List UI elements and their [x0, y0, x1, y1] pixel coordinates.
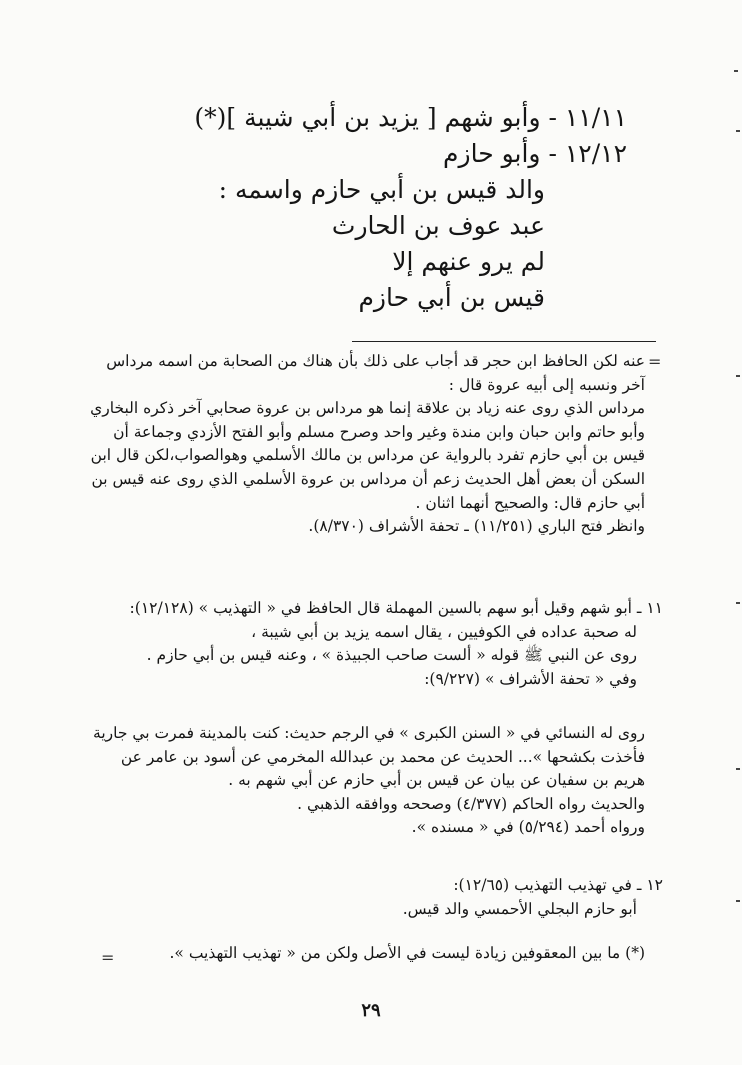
footnote-line: ورواه أحمد (٥/٢٩٤) في « مسنده ».: [411, 818, 645, 837]
entry-12-line-3: لم يرو عنهم إلا: [392, 247, 545, 276]
scan-speck: [736, 900, 740, 902]
page-number: ٢٩: [361, 1000, 381, 1021]
footnote-block-1: [90, 350, 645, 539]
footnote-line: قيس بن أبي حازم تفرد بالرواية عن مرداس بن مالك الأسلمي وهوالصواب،لكن قال ابن: [90, 446, 645, 465]
footnote-11-heading: ١١ ـ أبو شهم وقيل أبو سهم بالسين المهملة قال الحافظ في « التهذيب » (١٢/١٢٨):: [129, 599, 663, 617]
footnote-block-4: [93, 874, 663, 921]
footnote-line: وانظر فتح الباري (١١/٢٥١) ـ تحفة الأشراف (٨/٣٧٠).: [308, 517, 645, 536]
footnote-line: وفي « تحفة الأشراف » (٩/٢٢٧):: [424, 669, 637, 688]
footnote-line: عنه لكن الحافظ ابن حجر قد أجاب على ذلك بأن هناك من الصحابة من اسمه مرداس: [106, 352, 645, 370]
entry-12: ١٢/١٢ - وأبو حازم: [443, 139, 627, 168]
footnote-line: فأخذت بكشحها »... الحديث عن محمد بن عبدالله المخرمي عن أسود بن عامر عن: [120, 747, 645, 766]
entry-12-line-1: والد قيس بن أبي حازم واسمه :: [218, 175, 545, 204]
footnote-line: له صحبة عداده في الكوفيين ، يقال اسمه يزيد بن أبي شيبة ،: [251, 622, 637, 641]
scan-speck: [736, 602, 740, 604]
footnote-separator: [352, 341, 656, 342]
entry-12-line-4: قيس بن أبي حازم: [358, 283, 545, 312]
asterisk-note: [105, 942, 645, 966]
footnote-line: روى عن النبي ﷺ قوله « ألست صاحب الجبيذة » ، وعنه قيس بن أبي حازم .: [146, 646, 637, 665]
continuation-mark: =: [648, 352, 662, 371]
footnote-line: آخر ونسبه إلى أبيه عروة قال :: [448, 375, 645, 394]
footnote-line: السكن أن بعض أهل الحديث زعم أن مرداس بن عروة الأسلمي الذي روى عنه قيس بن: [91, 469, 645, 488]
entry-11: ١١/١١ - وأبو شهم [ يزيد بن أبي شيبة ](*): [194, 103, 627, 132]
main-entries: [107, 100, 627, 316]
scan-speck: [734, 70, 738, 72]
footnote-line: روى له النسائي في « السنن الكبرى » في الرجم حديث: كنت بالمدينة فمرت بي جارية: [93, 724, 645, 742]
footnote-line: هريم بن سفيان عن بيان عن قيس بن أبي حازم عن أبي شهم به .: [228, 771, 645, 790]
footnote-block-3: [93, 722, 645, 840]
footnote-line: أبي حازم قال: والصحيح أنهما اثنان .: [415, 493, 645, 512]
footnote-block-2: [93, 597, 663, 691]
asterisk-note-text: (*) ما بين المعقوفين زيادة ليست في الأصل ولكن من « تهذيب التهذيب ».: [169, 944, 645, 962]
scan-speck: [736, 768, 740, 770]
footnote-line: مرداس الذي روى عنه زياد بن علاقة إنما هو مرداس بن عروة صحابي آخر ذكره البخاري: [90, 399, 645, 418]
footnote-line: أبو حازم البجلي الأحمسي والد قيس.: [402, 899, 637, 918]
entry-12-line-2: عبد عوف بن الحارث: [331, 211, 545, 240]
scan-speck: [736, 130, 740, 132]
footnote-line: وأبو حاتم وابن حبان وابن مندة وغير واحد وصرح مسلم وأبو الفتح الأزدي وجماعة أن: [113, 422, 645, 441]
scan-speck: [736, 375, 740, 377]
footnote-line: والحديث رواه الحاكم (٤/٣٧٧) وصححه ووافقه الذهبي .: [297, 794, 645, 813]
end-mark: =: [101, 948, 115, 967]
footnote-12-heading: ١٢ ـ في تهذيب التهذيب (١٢/٦٥):: [453, 876, 663, 894]
